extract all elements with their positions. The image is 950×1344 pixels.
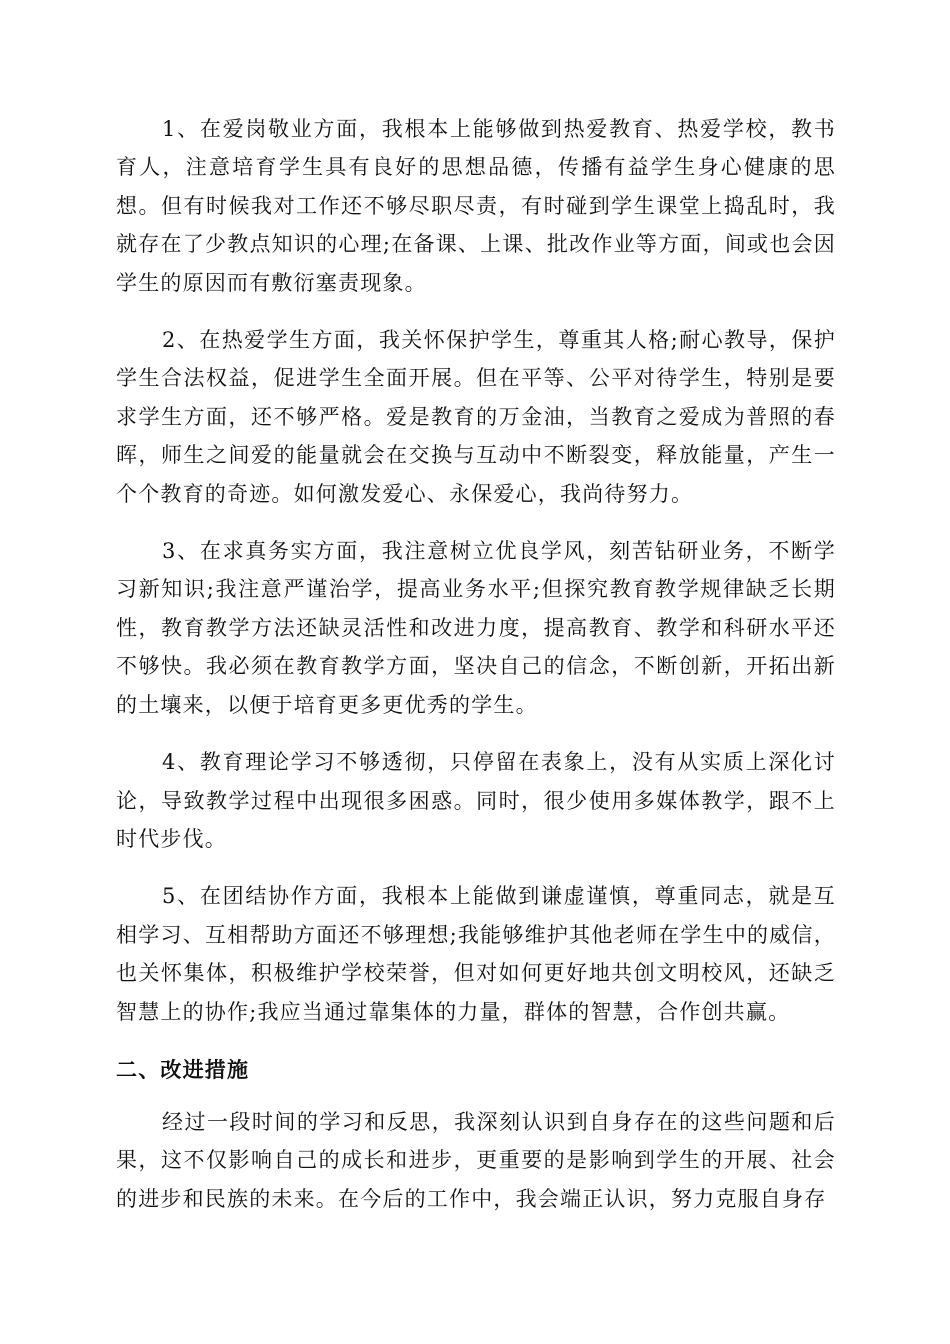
section-heading: 二、改进措施 (116, 1057, 250, 1082)
paragraph-item-4: 4、教育理论学习不够透彻，只停留在表象上，没有从实质上深化讨论，导致教学过程中出现很多困惑。同时，很少使用多媒体教学，跟不上时代步伐。 (116, 750, 836, 851)
paragraph-item-5: 5、在团结协作方面，我根本上能做到谦虚谨慎，尊重同志，就是互相学习、互相帮助方面还不够理想;我能够维护其他老师在学生中的威信，也关怀集体，积极维护学校荣誉，但对如何更好地共创文明校风，还缺乏智慧上的协作;我应当通过靠集体的力量，群体的智慧，合作创共赢。 (116, 884, 836, 1024)
paragraph-item-1: 1、在爱岗敬业方面，我根本上能够做到热爱教育、热爱学校，教书育人，注意培育学生具有良好的思想品德，传播有益学生身心健康的思想。但有时候我对工作还不够尽职尽责，有时碰到学生课堂上捣乱时，我就存在了少教点知识的心理;在备课、上课、批改作业等方面，间或也会因学生的原因而有敷衍塞责现象。 (116, 117, 836, 295)
paragraph-item-2: 2、在热爱学生方面，我关怀保护学生，尊重其人格;耐心教导，保护学生合法权益，促进学生全面开展。但在平等、公平对待学生，特别是要求学生方面，还不够严格。爱是教育的万金油，当教育之爱成为普照的春晖，师生之间爱的能量就会在交换与互动中不断裂变，释放能量，产生一个个教育的奇迹。如何激发爱心、永保爱心，我尚待努力。 (116, 328, 836, 506)
document-body (116, 110, 836, 1218)
section-paragraph: 经过一段时间的学习和反思，我深刻认识到自身存在的这些问题和后果，这不仅影响自己的成长和进步，更重要的是影响到学生的开展、社会的进步和民族的未来。在今后的工作中，我会端正认识，努力克服自身存 (116, 1109, 836, 1211)
paragraph-item-3: 3、在求真务实方面，我注意树立优良学风，刻苦钻研业务，不断学习新知识;我注意严谨治学，提高业务水平;但探究教育教学规律缺乏长期性，教育教学方法还缺灵活性和改进力度，提高教育、教学和科研水平还不够快。我必须在教育教学方面，坚决自己的信念，不断创新，开拓出新的土壤来，以便于培育更多更优秀的学生。 (116, 539, 836, 717)
